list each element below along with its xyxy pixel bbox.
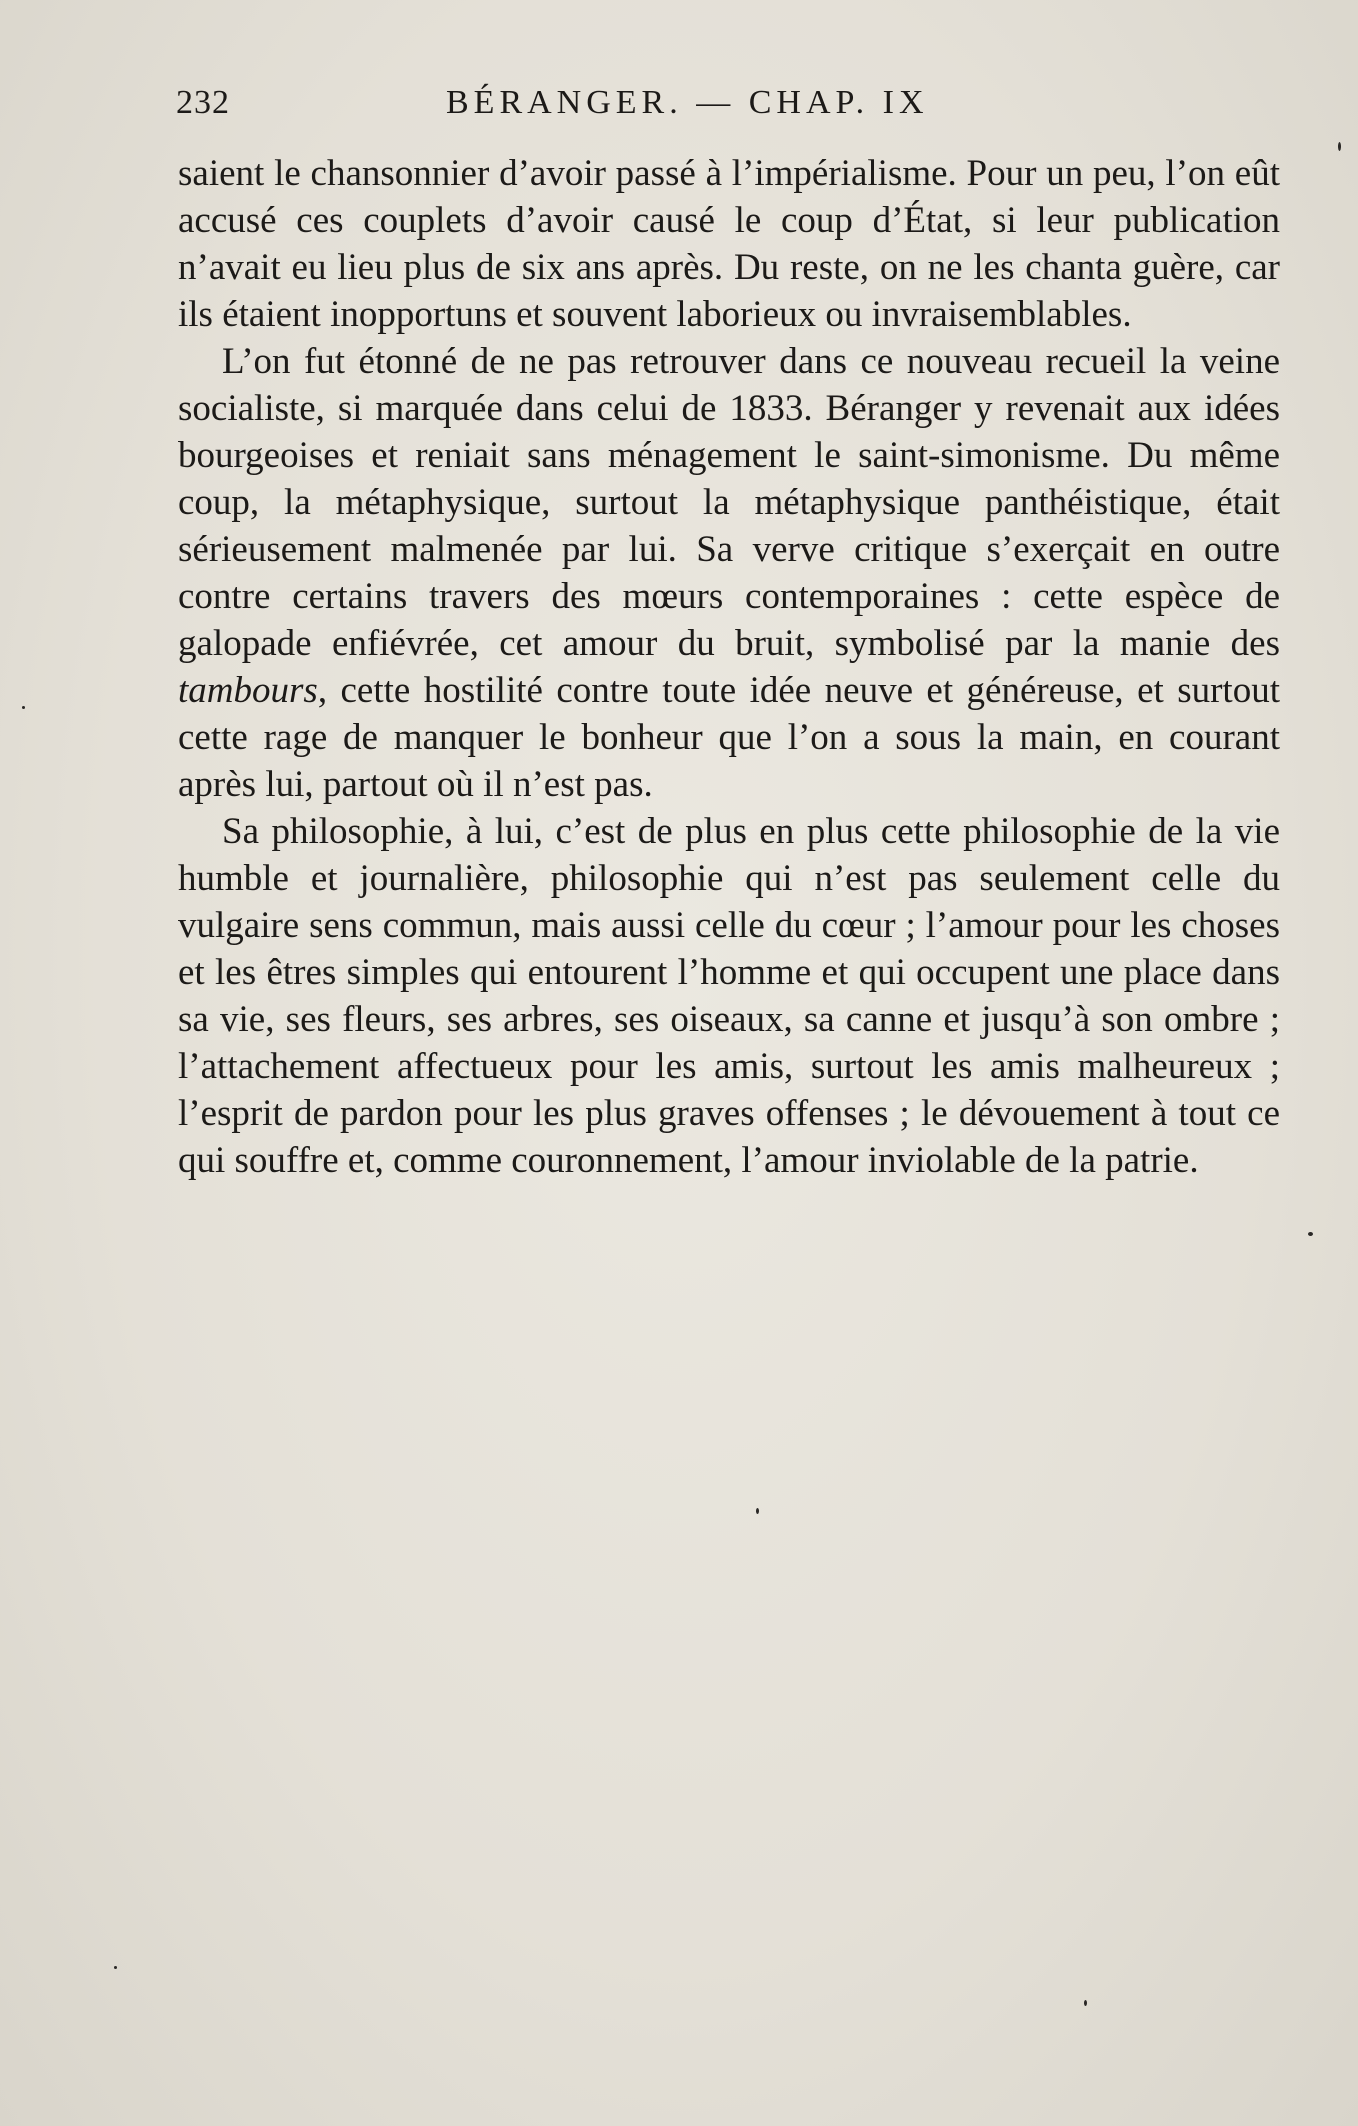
paragraph-2-text-end: , cette hostilité contre toute idée neuve et généreuse, et surtout cette rage de manquer le bonheur que l’on a sous la main, en courant après lui, partout où il n’est pas. [178, 670, 1280, 805]
running-head [176, 84, 1276, 134]
paragraph-1 [178, 150, 1280, 338]
italic-word-tambours: tambours [178, 670, 318, 711]
paragraph-2 [178, 338, 1280, 808]
paper-speck [756, 1508, 759, 1514]
paragraph-3 [178, 808, 1280, 1184]
paragraph-3-text: Sa philosophie, à lui, c’est de plus en plus cette philosophie de la vie humble et journalière, philosophie qui n’est pas seulement celle du vulgaire sens commun, mais aussi celle du cœur ; l’amour pour les choses et les êtres simples qui entourent l’homme et qui occupent une place dans sa vie, ses fleurs, ses arbres, ses oiseaux, sa canne et jusqu’à son ombre ; l’attachement affectueux pour les amis, surtout les amis malheureux ; l’esprit de pardon pour les plus graves offenses ; le dévouement à tout ce qui souffre et, comme couronnement, l’amour inviolable de la patrie. [178, 811, 1280, 1181]
paper-speck [1084, 2000, 1087, 2006]
paper-speck [114, 1966, 117, 1969]
paper-speck [1308, 1232, 1313, 1236]
paper-speck [1338, 142, 1341, 151]
body-text [178, 150, 1280, 1184]
running-title: BÉRANGER. — CHAP. IX [446, 84, 929, 121]
paragraph-2-text: L’on fut étonné de ne pas retrouver dans ce nouveau recueil la veine socialiste, si marquée dans celui de 1833. Béranger y revenait aux idées bourgeoises et reniait sans ménagement le saint-simonisme. Du même coup, la métaphysique, surtout la métaphysique panthéistique, était sérieusement malmenée par lui. Sa verve critique s’exerçait en outre contre certains travers des mœurs contemporaines : cette espèce de galopade enfiévrée, cet amour du bruit, symbolisé par la manie des [178, 341, 1280, 664]
page-number: 232 [176, 84, 230, 121]
paper-speck [22, 706, 25, 709]
paragraph-1-text: saient le chansonnier d’avoir passé à l’impérialisme. Pour un peu, l’on eût accusé ces couplets d’avoir causé le coup d’État, si leur publication n’avait eu lieu plus de six ans après. Du reste, on ne les chanta guère, car ils étaient inopportuns et souvent laborieux ou invraisemblables. [178, 153, 1280, 335]
